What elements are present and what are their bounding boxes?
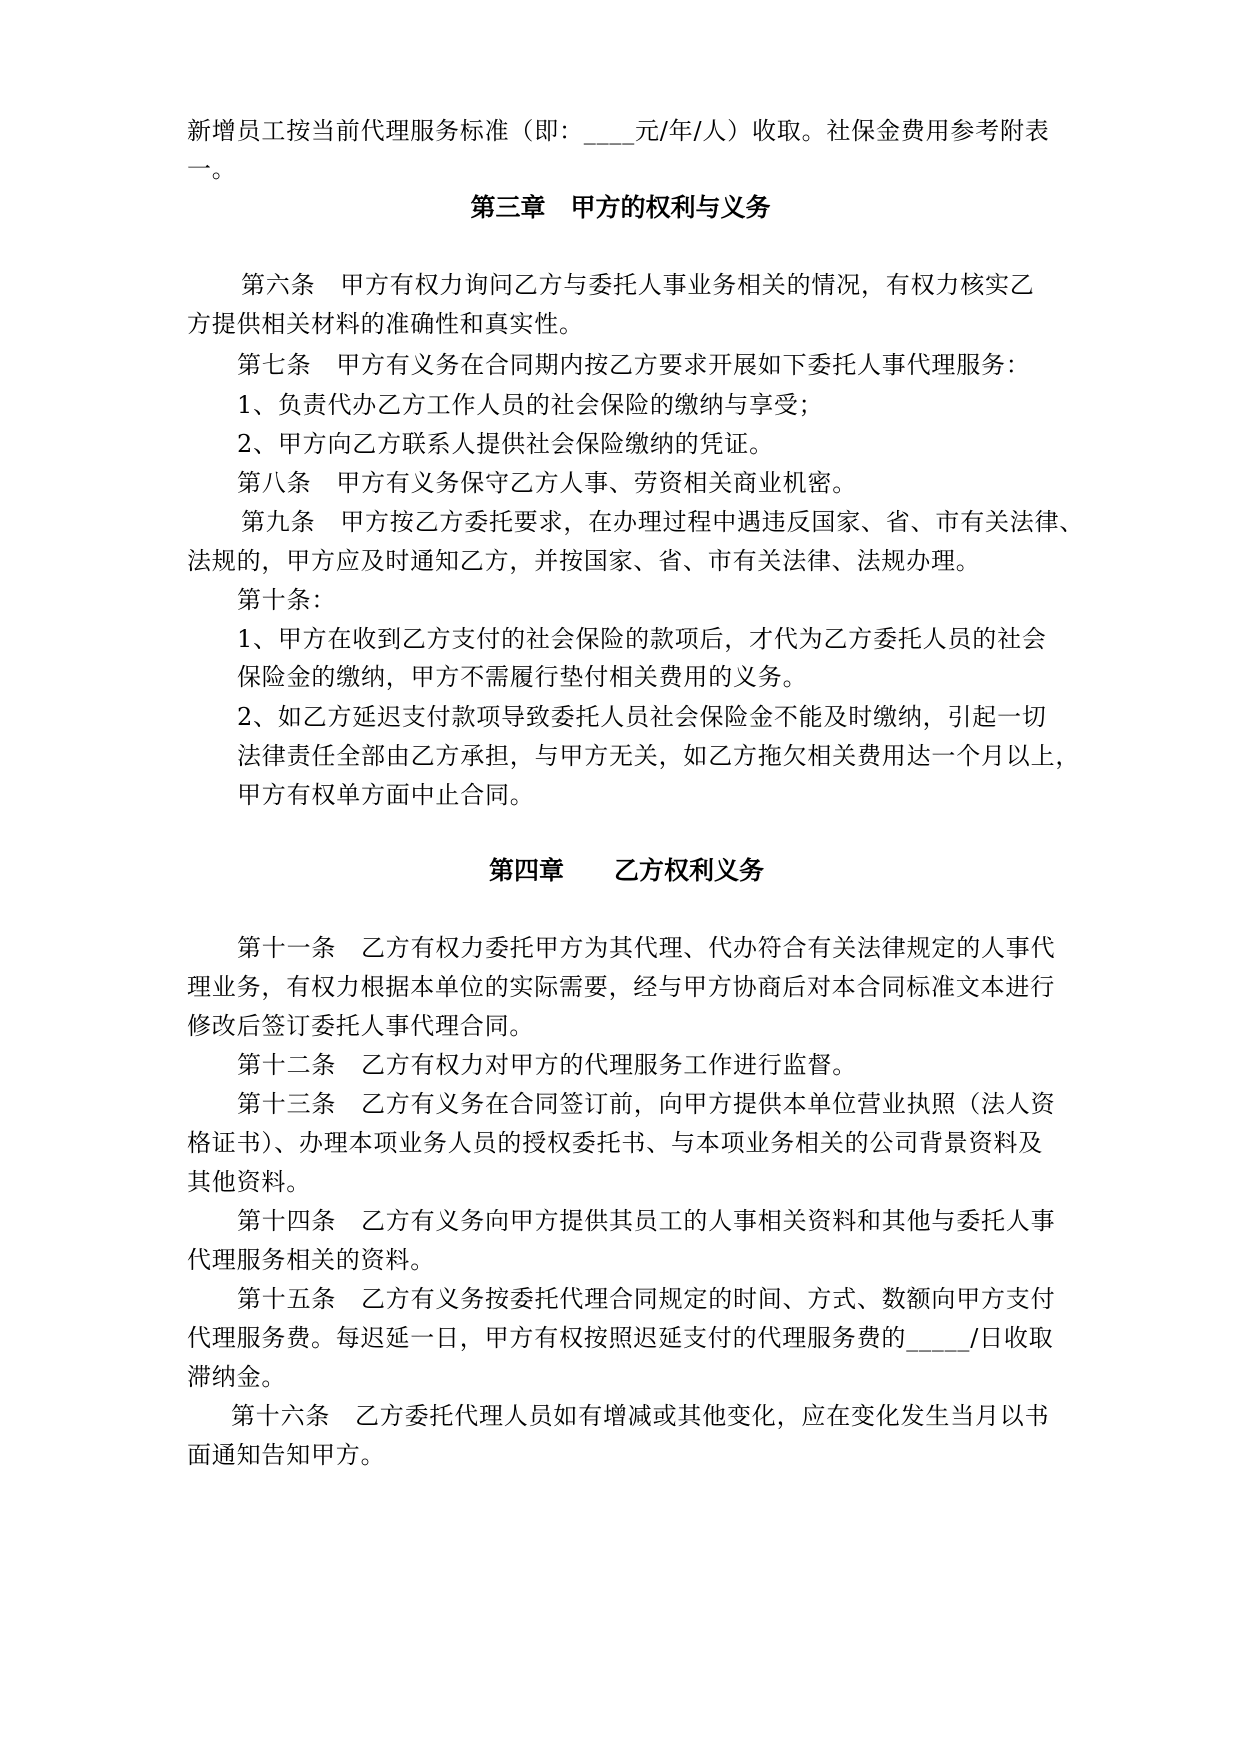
paragraph-line: 第十一条 乙方有权力委托甲方为其代理、代办符合有关法律规定的人事代: [237, 934, 1056, 962]
paragraph-line: 法规的，甲方应及时通知乙方，并按国家、省、市有关法律、法规办理。: [187, 547, 981, 575]
paragraph-line: 一。: [187, 155, 237, 183]
list-item: 法律责任全部由乙方承担，与甲方无关，如乙方拖欠相关费用达一个月以上，: [237, 742, 1081, 770]
paragraph-line: 面通知告知甲方。: [187, 1441, 386, 1469]
list-item: 1、甲方在收到乙方支付的社会保险的款项后，才代为乙方委托人员的社会: [237, 625, 1047, 653]
paragraph-line: 格证书）、办理本项业务人员的授权委托书、与本项业务相关的公司背景资料及: [187, 1129, 1043, 1157]
paragraph-line: 第十五条 乙方有义务按委托代理合同规定的时间、方式、数额向甲方支付: [237, 1285, 1056, 1313]
chapter-3-heading: 第三章 甲方的权利与义务: [470, 193, 771, 222]
list-item: 2、如乙方延迟支付款项导致委托人员社会保险金不能及时缴纳，引起一切: [237, 703, 1047, 731]
paragraph-line: 第十四条 乙方有义务向甲方提供其员工的人事相关资料和其他与委托人事: [237, 1207, 1056, 1235]
paragraph-line: 第十三条 乙方有义务在合同签订前，向甲方提供本单位营业执照（法人资: [237, 1090, 1056, 1118]
paragraph-line: 新增员工按当前代理服务标准（即：____元/年/人）收取。社保金费用参考附表: [187, 117, 1050, 145]
paragraph-line: 代理服务相关的资料。: [187, 1246, 435, 1274]
paragraph-line: 第六条 甲方有权力询问乙方与委托人事业务相关的情况，有权力核实乙: [241, 271, 1035, 299]
chapter-4-heading: 第四章 乙方权利义务: [488, 856, 764, 885]
paragraph-line: 代理服务费。每迟延一日，甲方有权按照迟延支付的代理服务费的_____/日收取: [187, 1324, 1054, 1352]
paragraph-line: 第八条 甲方有义务保守乙方人事、劳资相关商业机密。: [237, 469, 857, 497]
paragraph-line: 第七条 甲方有义务在合同期内按乙方要求开展如下委托人事代理服务：: [237, 351, 1031, 379]
paragraph-line: 第十条：: [237, 586, 337, 614]
paragraph-line: 第十二条 乙方有权力对甲方的代理服务工作进行监督。: [237, 1051, 857, 1079]
paragraph-line: 理业务，有权力根据本单位的实际需要，经与甲方协商后对本合同标准文本进行: [187, 973, 1055, 1001]
paragraph-line: 修改后签订委托人事代理合同。: [187, 1012, 535, 1040]
paragraph-line: 第九条 甲方按乙方委托要求，在办理过程中遇违反国家、省、市有关法律、: [241, 508, 1085, 536]
paragraph-line: 方提供相关材料的准确性和真实性。: [187, 310, 584, 338]
list-item: 保险金的缴纳，甲方不需履行垫付相关费用的义务。: [237, 663, 808, 691]
list-item: 1、负责代办乙方工作人员的社会保险的缴纳与享受；: [237, 391, 824, 419]
paragraph-line: 滞纳金。: [187, 1363, 287, 1391]
paragraph-line: 第十六条 乙方委托代理人员如有增减或其他变化，应在变化发生当月以书: [231, 1402, 1050, 1430]
list-item: 2、甲方向乙方联系人提供社会保险缴纳的凭证。: [237, 430, 774, 458]
list-item: 甲方有权单方面中止合同。: [237, 781, 535, 809]
paragraph-line: 其他资料。: [187, 1168, 311, 1196]
